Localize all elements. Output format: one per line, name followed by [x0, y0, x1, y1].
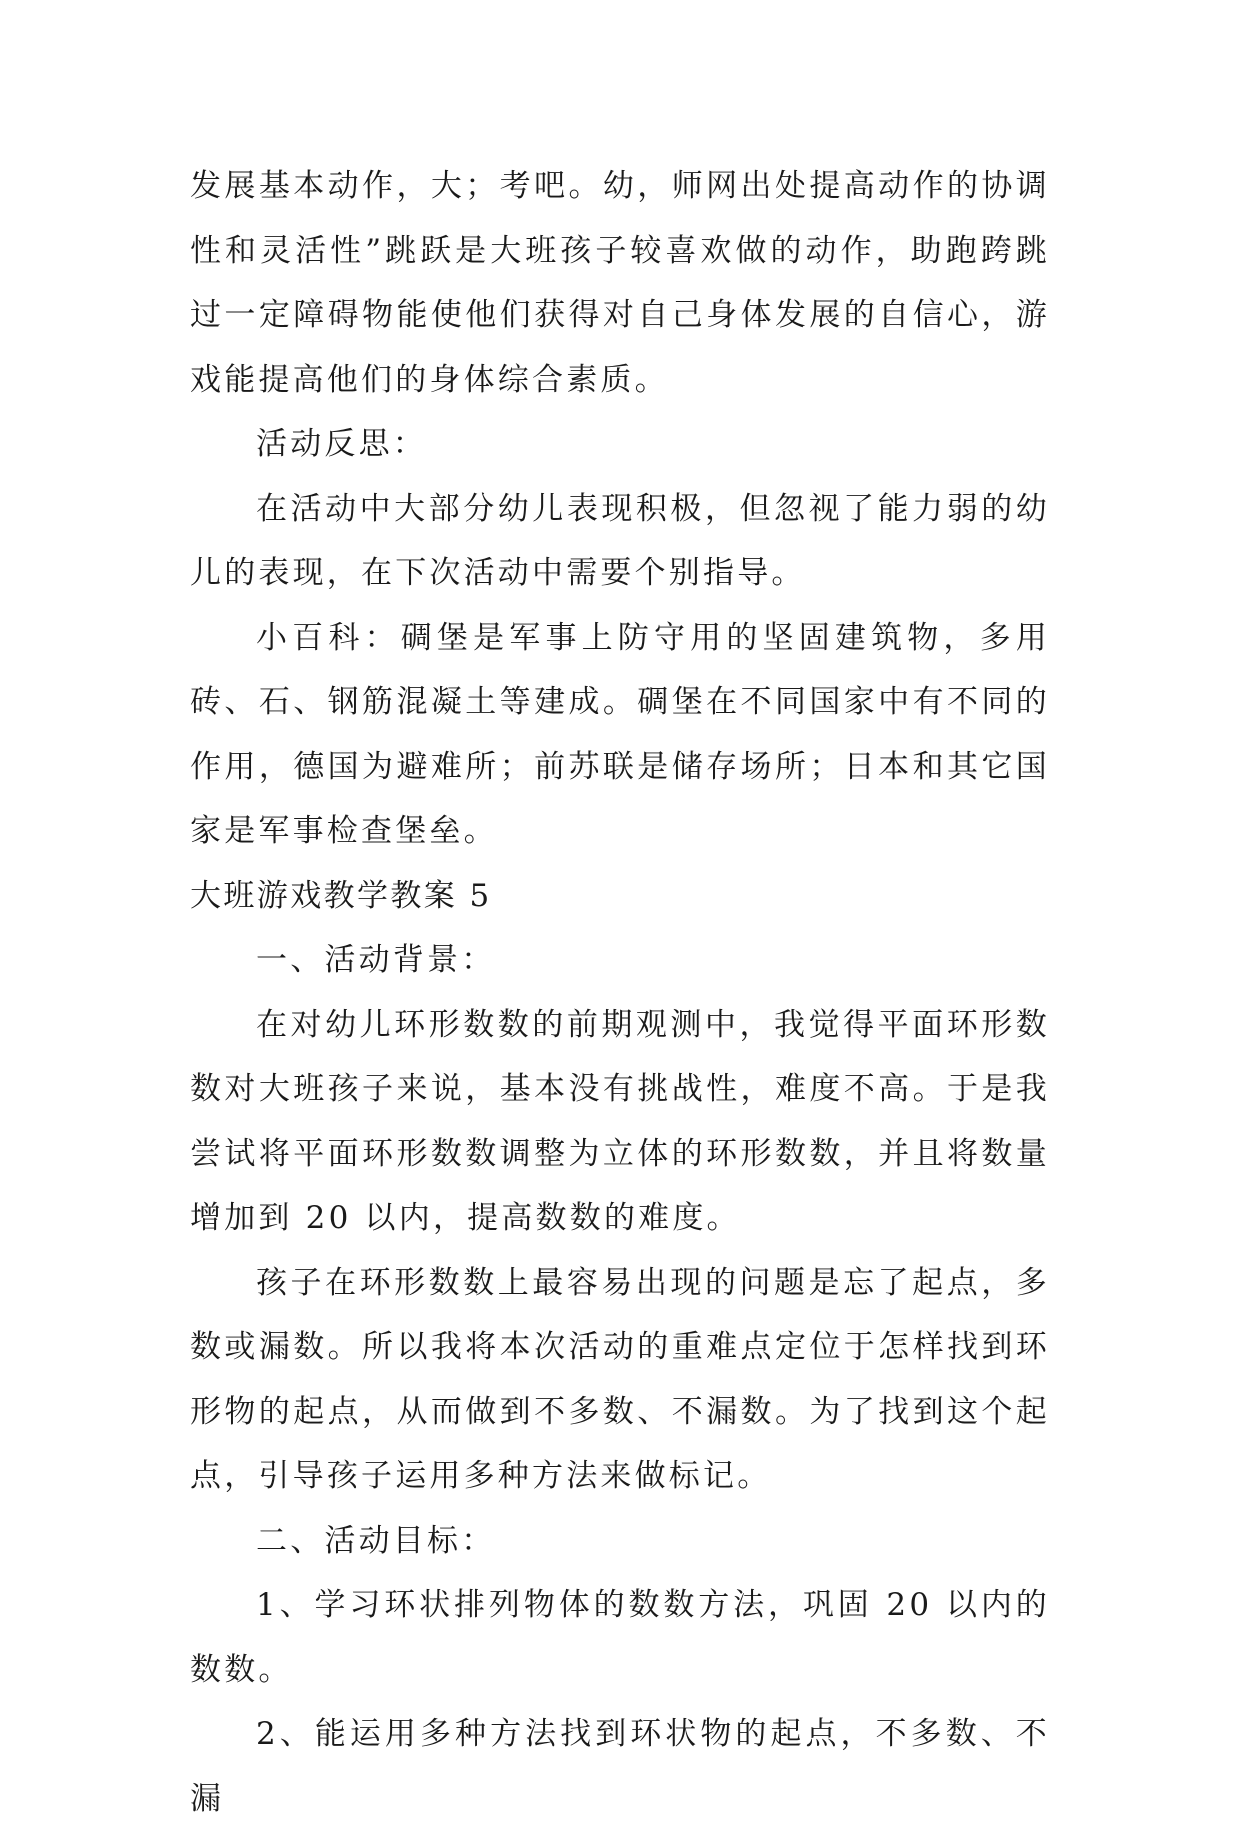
paragraph-encyclopedia: 小百科：碉堡是军事上防守用的坚固建筑物，多用砖、石、钢筋混凝土等建成。碉堡在不同国家中有不同的作用，德国为避难所；前苏联是储存场所；日本和其它国家是军事检查堡垒。	[190, 619, 1050, 849]
document-body	[190, 154, 1050, 1831]
paragraph-jumping-benefits: 发展基本动作，大；考吧。幼，师网出处提高动作的协调性和灵活性”跳跃是大班孩子较喜欢做的动作，助跑跨跳过一定障碍物能使他们获得对自己身体发展的自信心，游戏能提高他们的身体综合素质。	[190, 168, 1050, 398]
paragraph-background-body-1: 在对幼儿环形数数的前期观测中，我觉得平面环形数数对大班孩子来说，基本没有挑战性，难度不高。于是我尝试将平面环形数数调整为立体的环形数数，并且将数量增加到 20 以内，提高数数的难度。	[190, 1006, 1050, 1236]
paragraph-background-body-2: 孩子在环形数数上最容易出现的问题是忘了起点，多数或漏数。所以我将本次活动的重难点定位于怎样找到环形物的起点，从而做到不多数、不漏数。为了找到这个起点，引导孩子运用多种方法来做标记。	[190, 1264, 1050, 1494]
paragraph-reflection-body: 在活动中大部分幼儿表现积极，但忽视了能力弱的幼儿的表现，在下次活动中需要个别指导。	[190, 490, 1050, 591]
paragraph-goal-1: 1、学习环状排列物体的数数方法，巩固 20 以内的数数。	[190, 1587, 1050, 1688]
paragraph-goal-2: 2、能运用多种方法找到环状物的起点，不多数、不漏	[190, 1716, 1050, 1817]
paragraph-goals-heading: 二、活动目标：	[256, 1522, 496, 1559]
paragraph-reflection-heading: 活动反思：	[256, 426, 427, 462]
section-title-lesson-5: 大班游戏教学教案 5	[190, 877, 492, 914]
paragraph-background-heading: 一、活动背景：	[256, 942, 496, 978]
